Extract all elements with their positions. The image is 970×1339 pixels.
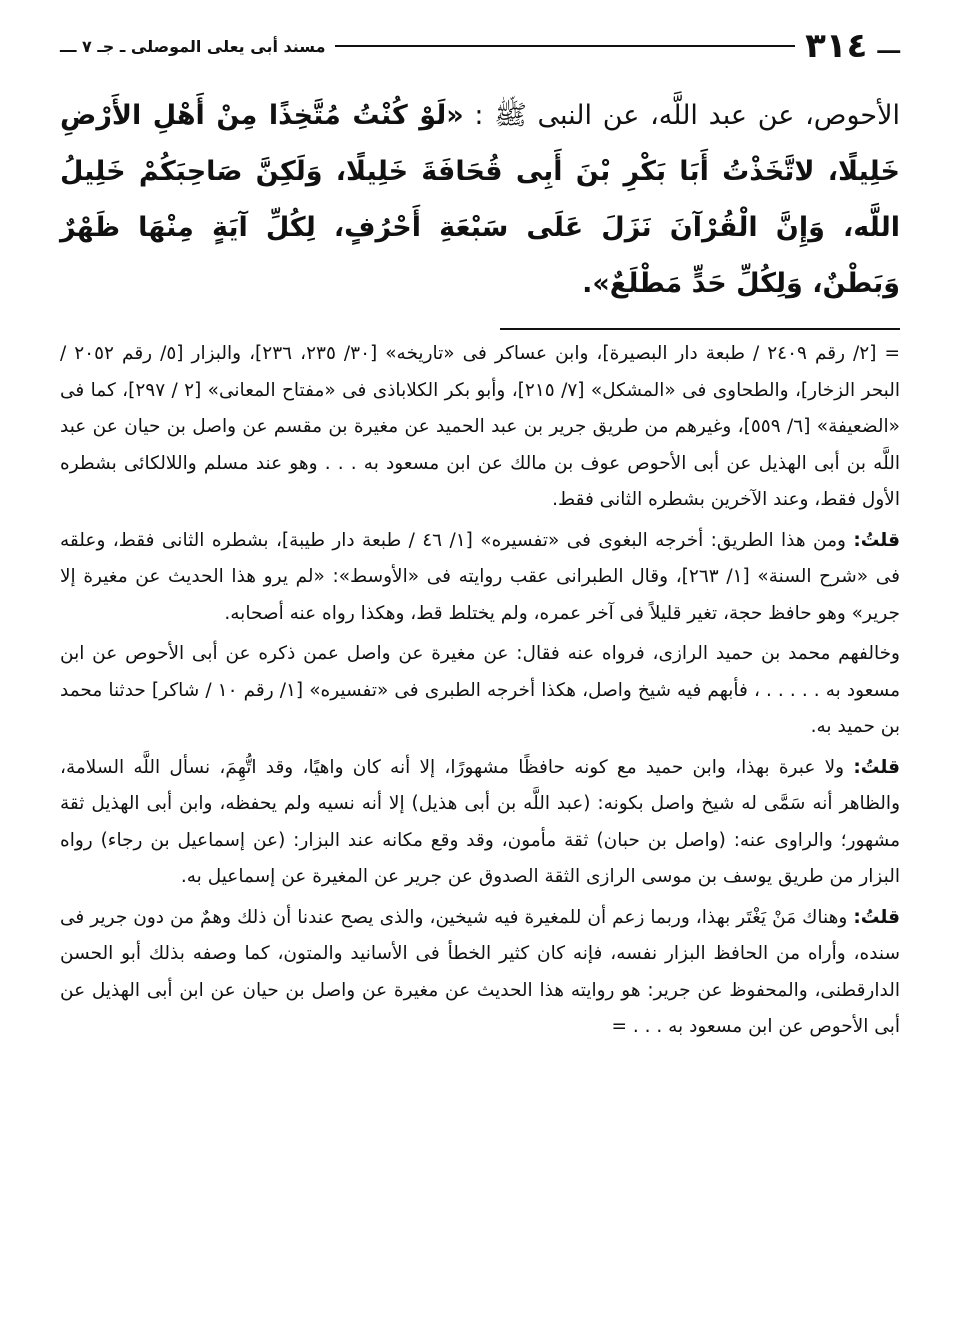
footnote-paragraph-5: [60, 900, 900, 1046]
footnote-text: وهناك مَنْ يَغْتَر بهذا، وربما زعم أن للمغيرة فيه شيخين، والذى يصح عندنا أن ذلك وهمٌ من دون جرير فى سنده، وأراه من الحافظ البزار نفسه، فإنه كان كثير الخطأ فى الأسانيد والمتون، كما وصفه بذلك أبو الحسن الدارقطنى، والمحفوظ عن جرير: هو روايته هذا الحديث عن مغيرة عن واصل بن حيان عن ابن أبى الهذيل عن أبى الأحوص عن ابن مسعود به . . . =: [60, 906, 900, 1037]
footnote-separator: [500, 328, 900, 330]
footnote-text: = [٢/ رقم ٢٤٠٩ / طبعة دار البصيرة]، وابن عساكر فى «تاريخه» [٣٠/ ٢٣٥، ٢٣٦]، والبزار [٥/ رقم ٢٠٥٢ / البحر الزخار]، والطحاوى فى «المشكل» [٧/ ٢١٥]، وأبو بكر الكلاباذى فى «مفتاح المعانى» [٢ / ٢٩٧]، كما فى «الضعيفة» [٦/ ٥٥٩]، وغيرهم من طريق جرير بن عبد الحميد عن مغيرة بن مقسم عن واصل بن حيان عن عبد اللَّه بن أبى الهذيل عن أبى الأحوص عوف بن مالك عن ابن مسعود به . . . وهو عند مسلم واللالكائى بشطره الأول فقط، وعند الآخرين بشطره الثانى فقط.: [60, 343, 901, 510]
footnote-lead: قلتُ:: [853, 756, 900, 778]
page-number: ٣١٤: [805, 26, 868, 66]
footnote-paragraph-3: [60, 636, 900, 746]
header-dash: ـــ: [877, 33, 900, 59]
footnote-paragraph-2: [60, 523, 900, 633]
footnote-text: ولا عبرة بهذا، وابن حميد مع كونه حافظًا مشهورًا، إلا أنه كان واهيًا، وقد اتُّهِمَ، نسأل اللَّه السلامة، والظاهر أنه سَمَّى له شيخ واصل بكونه: (عبد اللَّه بن أبى هذيل) إلا أنه نسيه ولم يحفظه، وابن أبى الهذيل ثقة مشهور؛ والراوى عنه: (واصل بن حبان) ثقة مأمون، وقد وقع مكانه عند البزار: (عن إسماعيل بن رجاء) رواه البزار من طريق يوسف بن موسى الرازى الثقة الصدوق عن جرير عن المغيرة عن إسماعيل به.: [60, 756, 900, 887]
hadith-body: «لَوْ كُنْتُ مُتَّخِذًا مِنْ أَهْلِ الأَرْضِ خَلِيلًا، لاتَّخَذْتُ أَبَا بَكْرِ بْنَ أَبِى قُحَافَةَ خَلِيلًا، وَلَكِنَّ صَاحِبَكُمْ خَلِيلُ اللَّه، وَإِنَّ الْقُرْآنَ نَزَلَ عَلَى سَبْعَةِ أَحْرُفٍ، لِكُلِّ آيَةٍ مِنْهَا ظَهْرٌ وَبَطْنٌ، وَلِكُلِّ حَدٍّ مَطْلَعٌ».: [60, 100, 900, 299]
footnote-lead: قلتُ:: [853, 906, 900, 928]
footnotes: [60, 336, 900, 1046]
footnote-lead: قلتُ:: [853, 529, 900, 551]
footnote-text: ومن هذا الطريق: أخرجه البغوى فى «تفسيره» [١/ ٤٦ / طبعة دار طيبة]، بشطره الثانى فقط، وعلقه فى «شرح السنة» [١/ ٢٦٣]، وقال الطبرانى عقب روايته فى «الأوسط»: «لم يرو هذا الحديث عن مغيرة إلا جرير» وهو حافظ حجة، تغير قليلاً فى آخر عمره، ولم يختلط قط، وهكذا رواه عنه أصحابه.: [60, 529, 900, 624]
running-header: [60, 24, 900, 68]
hadith-text: [60, 88, 900, 312]
book-title: مسند أبى يعلى الموصلى ـ جـ ٧ ـــ: [60, 36, 326, 56]
hadith-intro: الأحوص، عن عبد اللَّه، عن النبى ﷺ :: [463, 100, 900, 131]
footnote-paragraph-1: [60, 336, 900, 519]
page: [60, 24, 900, 1319]
footnote-paragraph-4: [60, 750, 900, 896]
footnote-text: وخالفهم محمد بن حميد الرازى، فرواه عنه فقال: عن مغيرة عن واصل عمن ذكره عن أبى الأحوص عن ابن مسعود به . . . . . ، فأبهم فيه شيخ واصل، هكذا أخرجه الطبرى فى «تفسيره» [١/ رقم ١٠ / شاكر] حدثنا محمد بن حميد به.: [60, 643, 900, 737]
header-rule: [335, 45, 795, 47]
